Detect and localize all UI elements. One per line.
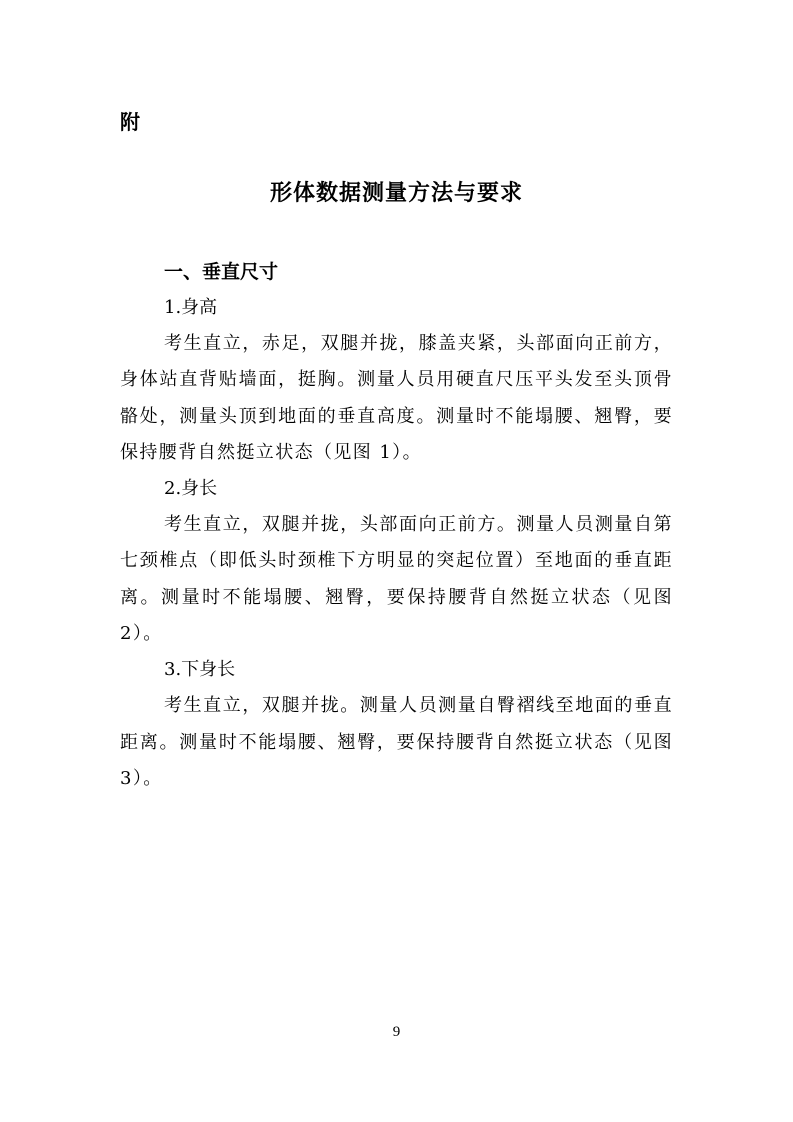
section-heading-vertical-dimensions: 一、垂直尺寸	[164, 261, 279, 283]
item-text-lower-body-length: 考生直立，双腿并拢。测量人员测量自臀褶线至地面的垂直距离。测量时不能塌腰、翘臀，要保持腰背自然挺立状态（见图 3）。	[120, 695, 673, 789]
item-heading-lower-body-length: 3.下身长	[164, 659, 236, 681]
document-body	[120, 254, 673, 797]
document-title: 形体数据测量方法与要求	[269, 181, 523, 206]
item-text-body-length: 考生直立，双腿并拢，头部面向正前方。测量人员测量自第七颈椎点（即低头时颈椎下方明显的突起位置）至地面的垂直距离。测量时不能塌腰、翘臀，要保持腰背自然挺立状态（见图 2）。	[120, 514, 673, 645]
item-heading-body-length: 2.身长	[164, 478, 218, 500]
item-text-height: 考生直立，赤足，双腿并拢，膝盖夹紧，头部面向正前方，身体站直背贴墙面，挺胸。测量人员用硬直尺压平头发至头顶骨骼处，测量头顶到地面的垂直高度。测量时不能塌腰、翘臀，要保持腰背自然挺立状态（见图 1）。	[120, 333, 673, 463]
page-number: 9	[392, 1024, 401, 1040]
item-heading-height: 1.身高	[164, 297, 218, 318]
attachment-label: 附	[120, 110, 140, 134]
